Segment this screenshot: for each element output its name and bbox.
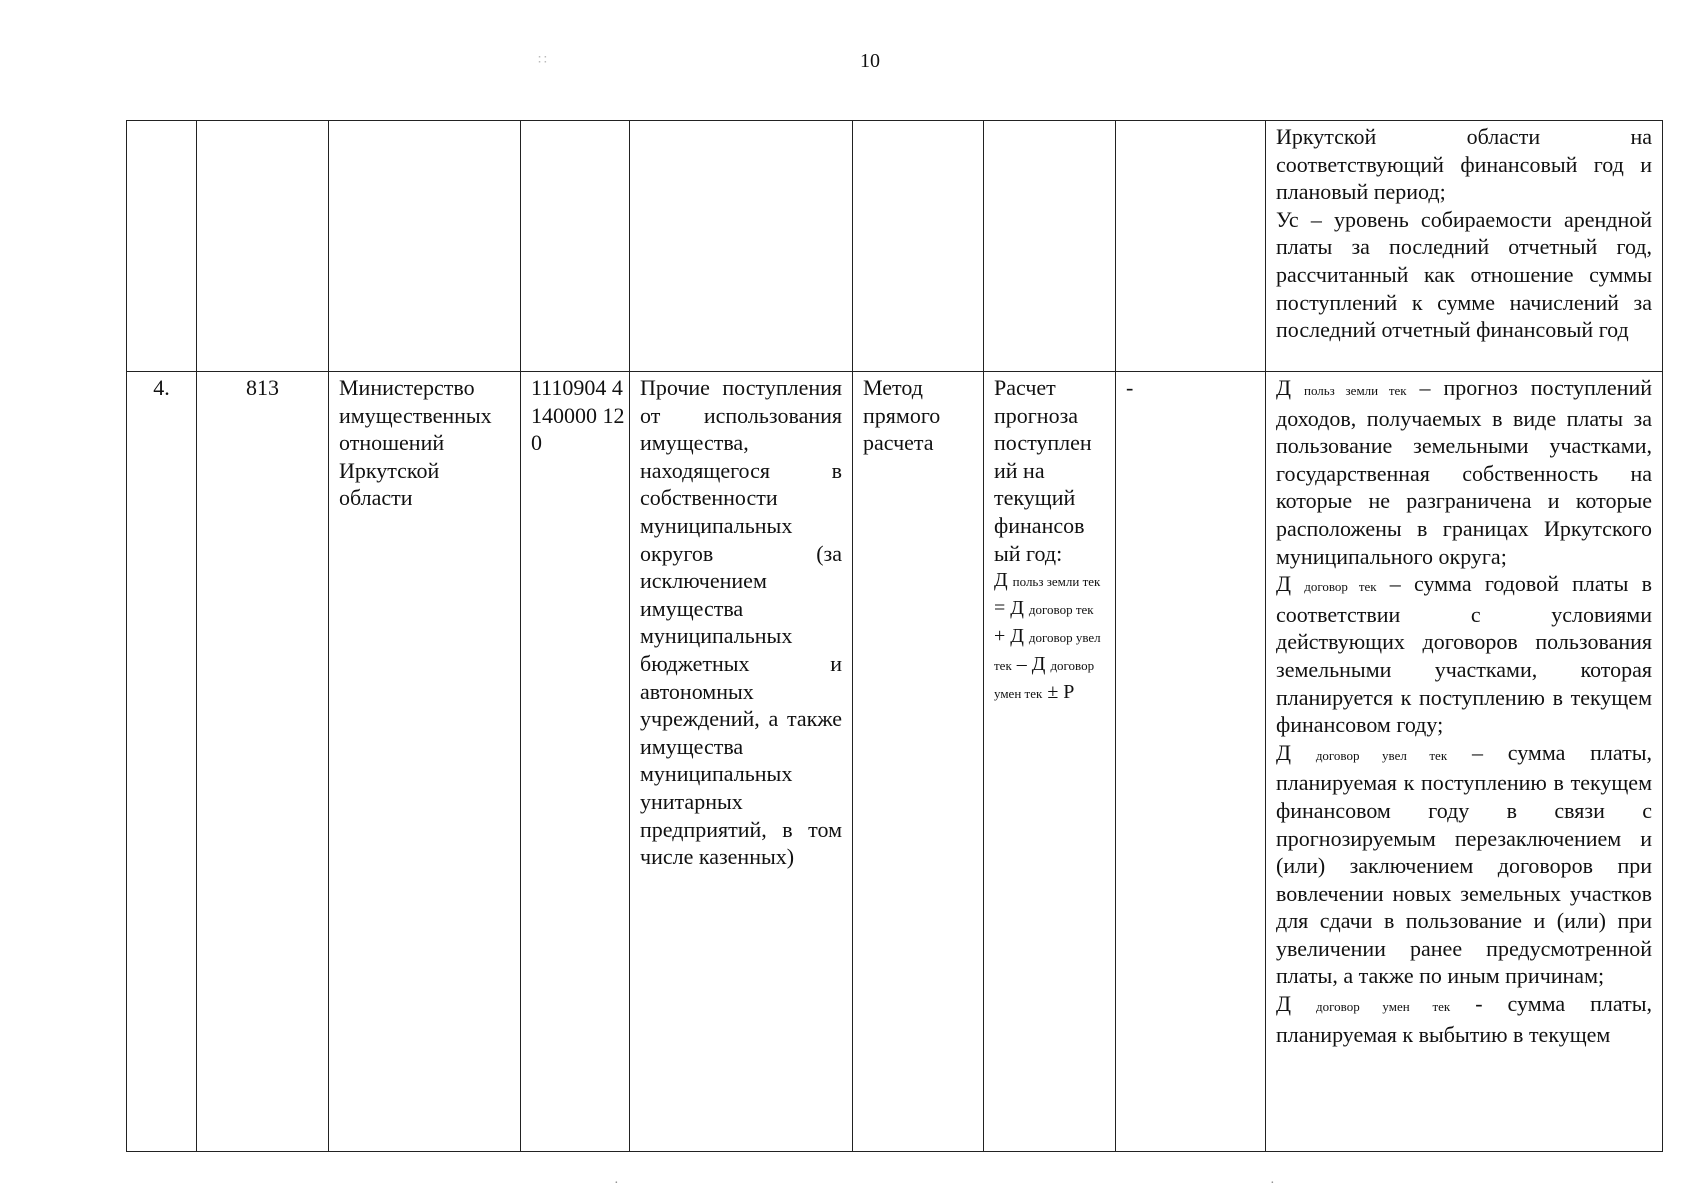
kbk-code: 1110904 4140000 120	[521, 372, 630, 1152]
algorithm-cell: -	[1116, 372, 1266, 1152]
description-line: Д договор тек – сумма годовой платы в соответствии с условиями действующих договоров пользования земельными участками, которая планируется к поступлению в текущем финансовом году;	[1276, 571, 1652, 738]
description-cell	[1266, 121, 1663, 372]
description-line: Д договор умен тек - сумма платы, планируемая к выбытию в текущем	[1276, 991, 1652, 1047]
income-forecast-table	[126, 120, 1663, 1152]
calc-method: Метод прямого расчета	[853, 372, 984, 1152]
formula-title: Расчет прогноза поступлен ий на текущий финансов ый год:	[994, 375, 1092, 566]
admin-name: Министерство имущественных отношений Иркутской области	[329, 372, 521, 1152]
table-row-4	[127, 372, 1663, 1152]
table-row-continued	[127, 121, 1663, 372]
row-number: 4.	[127, 372, 197, 1152]
scan-dot: ·	[614, 1176, 619, 1191]
description-line: Иркутской области на соответствующий финансовый год и плановый период;	[1276, 124, 1652, 205]
scan-dot: ·	[1270, 1176, 1275, 1191]
admin-code: 813	[197, 372, 329, 1152]
income-name: Прочие поступления от использования имущества, находящегося в собственности муниципальных округов (за исключением имущества муниципальных бюджетных и автономных учреждений, а также имущества муниципальных унитарных предприятий, в том числе казенных)	[630, 372, 853, 1152]
description-cell	[1266, 372, 1663, 1152]
scan-mark: ∷	[538, 53, 548, 68]
description-line: Д договор увел тек – сумма платы, планируемая к поступлению в текущем финансовом году в связи с прогнозируемым перезаключением и (или) заключением договоров при вовлечении новых земельных участков для сдачи в пользование и (или) при увеличении ранее предусмотренной платы, а также по иным причинам;	[1276, 739, 1653, 989]
description-line: Ус – уровень собираемости арендной платы за последний отчетный год, рассчитанный как отношение суммы поступлений к сумме начислений за последний отчетный финансовый год	[1276, 206, 1652, 343]
formula-cell	[984, 372, 1116, 1152]
page-number: 10	[860, 50, 880, 72]
formula: Д польз земли тек = Д договор тек + Д договор увел тек – Д договор умен тек ± Р	[994, 569, 1101, 704]
description-line: Д польз земли тек – прогноз поступлений доходов, получаемых в виде платы за пользование земельными участками, государственная собственность на которые не разграничена и которые расположены в границах Иркутского муниципального округа;	[1276, 375, 1652, 569]
